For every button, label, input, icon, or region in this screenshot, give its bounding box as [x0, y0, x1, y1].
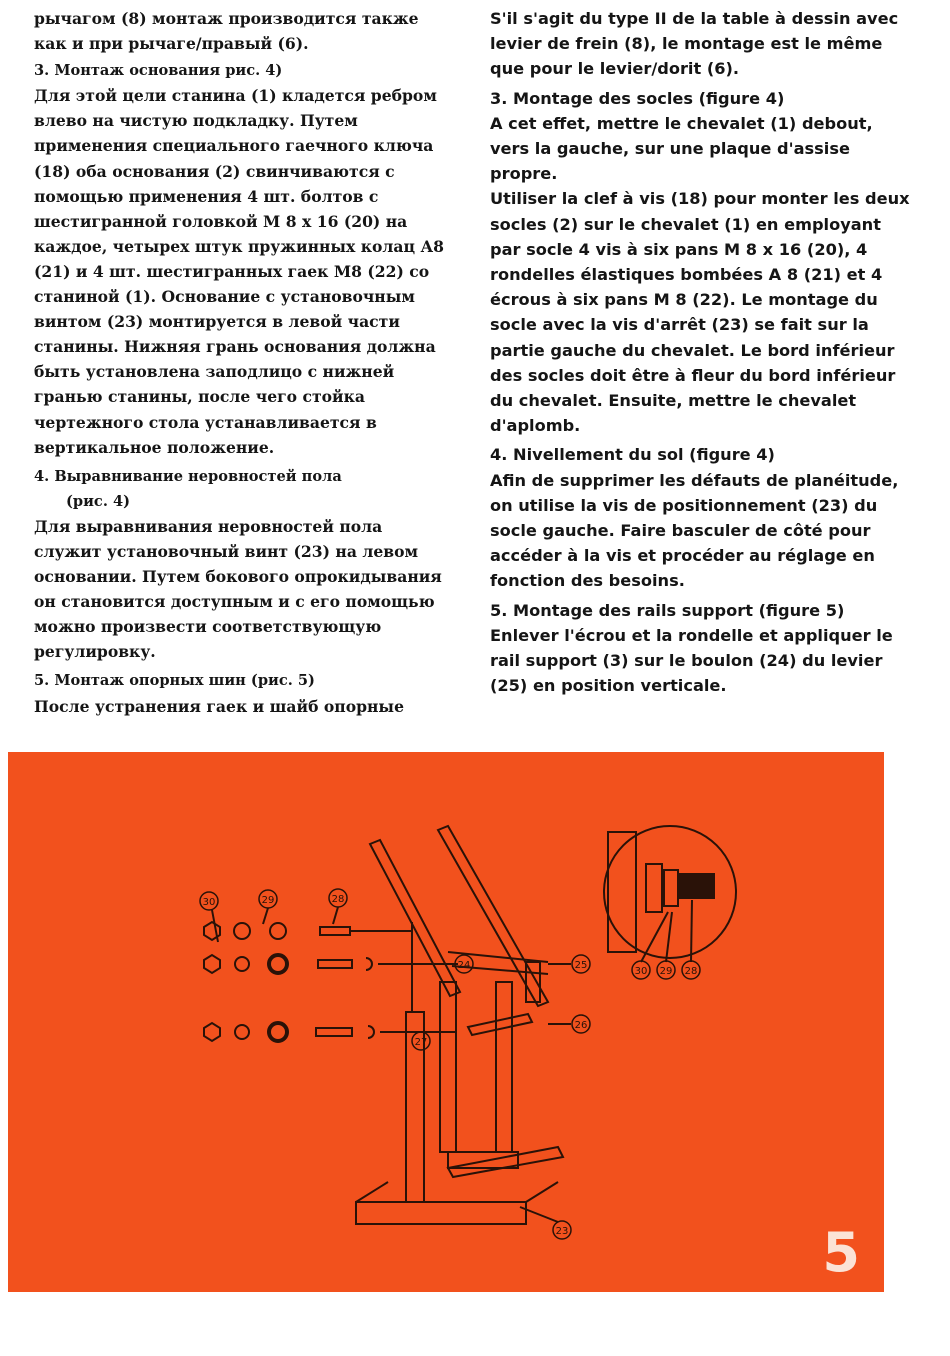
callout-26-text: 26	[574, 1020, 588, 1031]
ru-body-4: Для выравнивания неровностей пола служит установочный винт (23) на левом основании. Путем бокового опрокидывания он становится доступным и с его помощью можно произвести соответствующую регулировку.	[34, 516, 442, 662]
ru-body-5: После устранения гаек и шайб опорные	[34, 696, 404, 716]
callout-29-text: 29	[261, 895, 275, 906]
callout-24	[455, 955, 473, 973]
fr-heading-3: 3. Montage des socles (figure 4)	[490, 88, 785, 108]
callout-29	[259, 890, 277, 908]
callout-30-text: 30	[202, 897, 216, 908]
inset-callout-28-text: 28	[684, 966, 698, 977]
stand-frame	[356, 826, 563, 1224]
parts-row-2	[204, 955, 458, 973]
figure-5-panel	[8, 752, 884, 1292]
callout-27-text: 27	[414, 1037, 428, 1048]
callout-26	[572, 1015, 590, 1033]
russian-column	[34, 6, 454, 719]
parts-row-1	[204, 922, 412, 940]
inset-callout-29-text: 29	[659, 966, 673, 977]
callout-27	[412, 1032, 430, 1050]
fr-body-4: Afin de supprimer les défauts de planéitude, on utilise la vis de positionnement (23) du socle gauche. Faire basculer de côté pour accéder à la vis et procéder au réglage en fonction des besoins.	[490, 470, 899, 591]
drafting-stand-illustration	[8, 752, 884, 1292]
ru-heading-4: 4. Выравнивание неровностей пола	[34, 467, 342, 485]
detail-inset	[604, 826, 736, 962]
callout-23	[553, 1221, 571, 1239]
callout-23-text: 23	[555, 1226, 569, 1237]
ru-body-3: Для этой цели станина (1) кладется ребром влево на чистую подкладку. Путем применения специального гаечного ключа (18) оба основания (2) свинчиваются с помощью применения 4 шт. болтов с шестигранной головкой М 8 х 16 (20) на каждое, четырех штук пружинных колац А8 (21) и 4 шт. шестигранных гаек М8 (22) со станиной (1). Основание с установочным винтом (23) монтируется в левой части станины. Нижняя грань основания должна быть установлена заподлицо с нижней гранью станины, после чего стойка чертежного стола устанавливается в вертикальное положение.	[34, 86, 445, 457]
ru-intro: рычагом (8) монтаж производится также как и при рычаге/правый (6).	[34, 9, 419, 54]
fr-body-3a: A cet effet, mettre le chevalet (1) debout, vers la gauche, sur une plaque d'assise propre.	[490, 113, 873, 184]
fr-heading-5: 5. Montage des rails support (figure 5)	[490, 600, 845, 620]
inset-callout-30	[632, 961, 650, 979]
ru-heading-3: 3. Монтаж основания рис. 4)	[34, 62, 283, 80]
callout-28-text: 28	[331, 894, 345, 905]
callout-24-text: 24	[457, 960, 471, 971]
callout-25-text: 25	[574, 960, 588, 971]
fr-intro: S'il s'agit du type II de la table à dessin avec levier de frein (8), le montage est le même que pour le levier/dorit (6).	[490, 9, 899, 79]
callout-25	[572, 955, 590, 973]
callout-28	[329, 889, 347, 907]
inset-callout-28	[682, 961, 700, 979]
figure-number: 5	[822, 1221, 860, 1284]
fr-body-5: Enlever l'écrou et la rondelle et appliquer le rail support (3) sur le boulon (24) du levier (25) en position verticale.	[490, 625, 893, 696]
callout-30	[200, 892, 218, 910]
ru-heading-4-cont: (рис. 4)	[66, 492, 131, 510]
fr-body-3b: Utiliser la clef à vis (18) pour monter les deux socles (2) sur le chevalet (1) en employant par socle 4 vis à six pans M 8 x 16 (20), 4 rondelles élastiques bombées A 8 (21) et 4 écrous à six pans M 8 (22). Le montage du socle avec la vis d'arrêt (23) se fait sur la partie gauche du chevalet. Le bord inférieur des socles doit être à fleur du bord inférieur du chevalet. Ensuite, mettre le chevalet d'aplomb.	[490, 189, 910, 436]
french-column	[490, 6, 910, 698]
inset-callout-30-text: 30	[634, 966, 648, 977]
fr-heading-4: 4. Nivellement du sol (figure 4)	[490, 445, 775, 465]
ru-heading-5: 5. Монтаж опорных шин (рис. 5)	[34, 672, 315, 690]
inset-callout-29	[657, 961, 675, 979]
